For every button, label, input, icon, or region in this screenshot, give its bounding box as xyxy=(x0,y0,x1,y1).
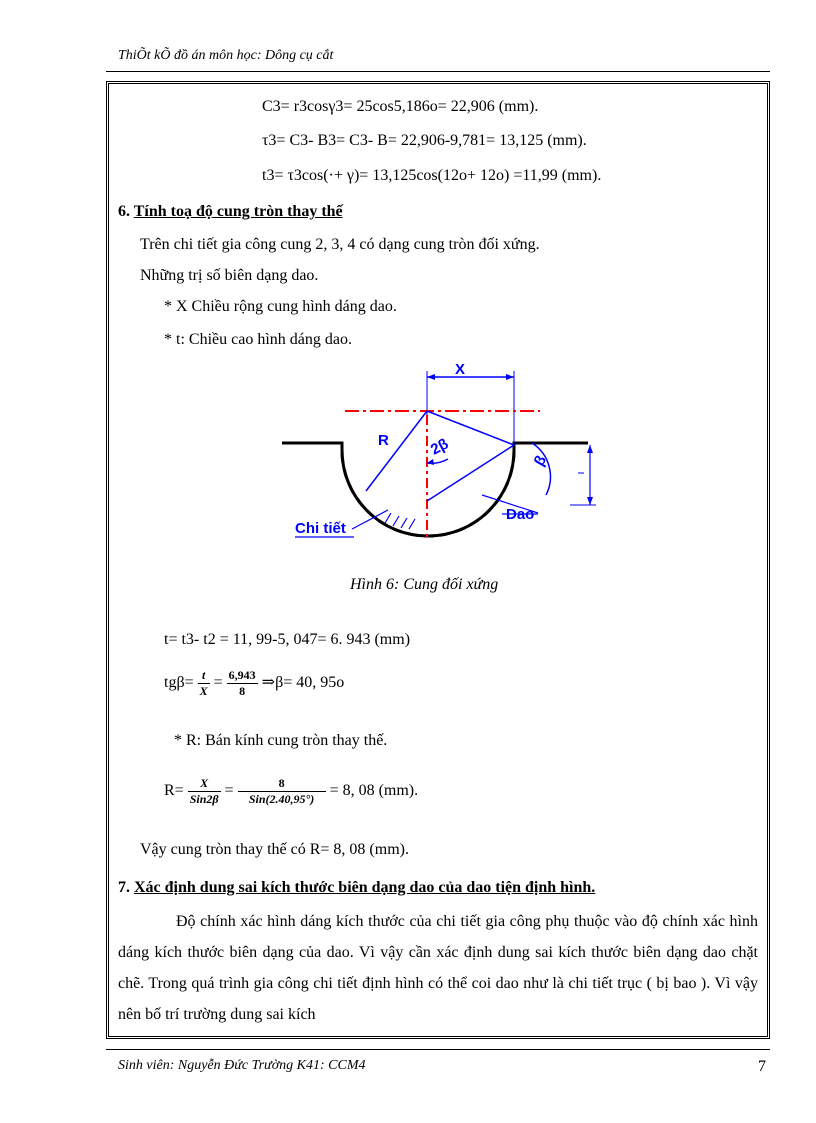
label-chi-tiet: Chi tiết xyxy=(295,520,346,537)
tg-result: ⇒β= 40, 95o xyxy=(261,674,345,692)
frac-den: 8 xyxy=(239,684,246,698)
frac-num: t xyxy=(198,668,210,684)
fraction-t-over-x xyxy=(198,668,210,699)
frac-den: X xyxy=(199,684,208,698)
r-result: = 8, 08 (mm). xyxy=(329,782,419,800)
formula-c3: C3= r3cosγ3= 25cos5,186o= 22,906 (mm). xyxy=(262,98,539,115)
section-7-number: 7. xyxy=(118,879,130,896)
frac-num: 6,943 xyxy=(228,668,256,682)
label-beta: β xyxy=(530,452,551,469)
t-equation: t= t3- t2 = 11, 99-5, 047= 6. 943 (mm) xyxy=(164,631,411,648)
frac-num: 8 xyxy=(238,776,326,792)
section-7-title: Xác định dung sai kích thước biên dạng dao của dao tiện định hình. xyxy=(134,879,596,896)
radius-line-r xyxy=(366,411,427,491)
document-header: ThiÕt kÕ đồ án môn học: Dông cụ cắt xyxy=(118,48,334,63)
section-6-number: 6. xyxy=(118,203,130,220)
x-arrow-left xyxy=(427,374,435,380)
x-arrow-right xyxy=(506,374,514,380)
t-arrow-top xyxy=(587,445,593,453)
beta-arc xyxy=(532,443,550,495)
section-6-line-1: Trên chi tiết gia công cung 2, 3, 4 có dạng cung tròn đối xứng. xyxy=(140,236,540,253)
frac-num: X xyxy=(188,776,221,792)
fraction-numeric xyxy=(227,668,258,699)
symmetric-arc-diagram xyxy=(270,355,610,545)
r-prefix: R= xyxy=(164,782,184,800)
two-beta-arrow xyxy=(427,459,434,465)
section-7-paragraph: Độ chính xác hình dáng kích thước của chi tiết gia công phụ thuộc vào độ chính xác hình dáng kích thước biên dạng của dao. Vì vậy cần xác định dung sai kích thước biên dạng dao chặt chẽ. Trong quá trình gia công chi tiết định hình có thể coi dao như là chi tiết trục ( bị bao ). Vì vậy nên bố trí trường dung sai kích xyxy=(118,913,758,1023)
figure-caption: Hình 6: Cung đối xứng xyxy=(350,576,499,593)
tool-arc xyxy=(342,447,514,536)
footer-rule xyxy=(106,1049,770,1050)
frac-den: Sin2β xyxy=(189,792,219,806)
label-r: R xyxy=(378,432,389,449)
footer-student: Sinh viên: Nguyễn Đức Trường K41: CCM4 xyxy=(118,1058,366,1073)
equals-sign: = xyxy=(224,782,234,800)
bullet-x: * X Chiều rộng cung hình dáng dao. xyxy=(164,298,397,315)
bullet-t: * t: Chiều cao hình dáng dao. xyxy=(164,331,352,348)
conclusion: Vậy cung tròn thay thế có R= 8, 08 (mm). xyxy=(140,841,409,858)
tg-beta-equation xyxy=(164,668,344,699)
page-number: 7 xyxy=(758,1058,766,1075)
r-equation xyxy=(164,776,418,807)
t-arrow-bottom xyxy=(587,497,593,505)
equals-sign: = xyxy=(213,674,223,692)
fraction-x-over-sin xyxy=(188,776,221,807)
section-6-heading xyxy=(118,203,343,221)
section-7-heading xyxy=(118,879,595,897)
tg-prefix: tgβ= xyxy=(164,674,194,692)
r-description: * R: Bán kính cung tròn thay thế. xyxy=(174,732,388,749)
label-x: X xyxy=(454,361,466,378)
section-6-line-2: Những trị số biên dạng dao. xyxy=(140,267,319,284)
formula-t3: t3= τ3cos(·+ γ)= 13,125cos(12o+ 12o) =11,99 (mm). xyxy=(262,167,602,184)
label-two-beta: 2β xyxy=(427,435,452,459)
label-dao: Dao xyxy=(506,506,535,523)
frac-den: Sin(2.40,95°) xyxy=(248,792,315,806)
fraction-numeric xyxy=(238,776,326,807)
section-6-title: Tính toạ độ cung tròn thay thế xyxy=(133,203,343,220)
formula-tau3: τ3= C3- B3= C3- B= 22,906-9,781= 13,125 (mm). xyxy=(262,132,587,149)
header-rule xyxy=(106,71,770,72)
